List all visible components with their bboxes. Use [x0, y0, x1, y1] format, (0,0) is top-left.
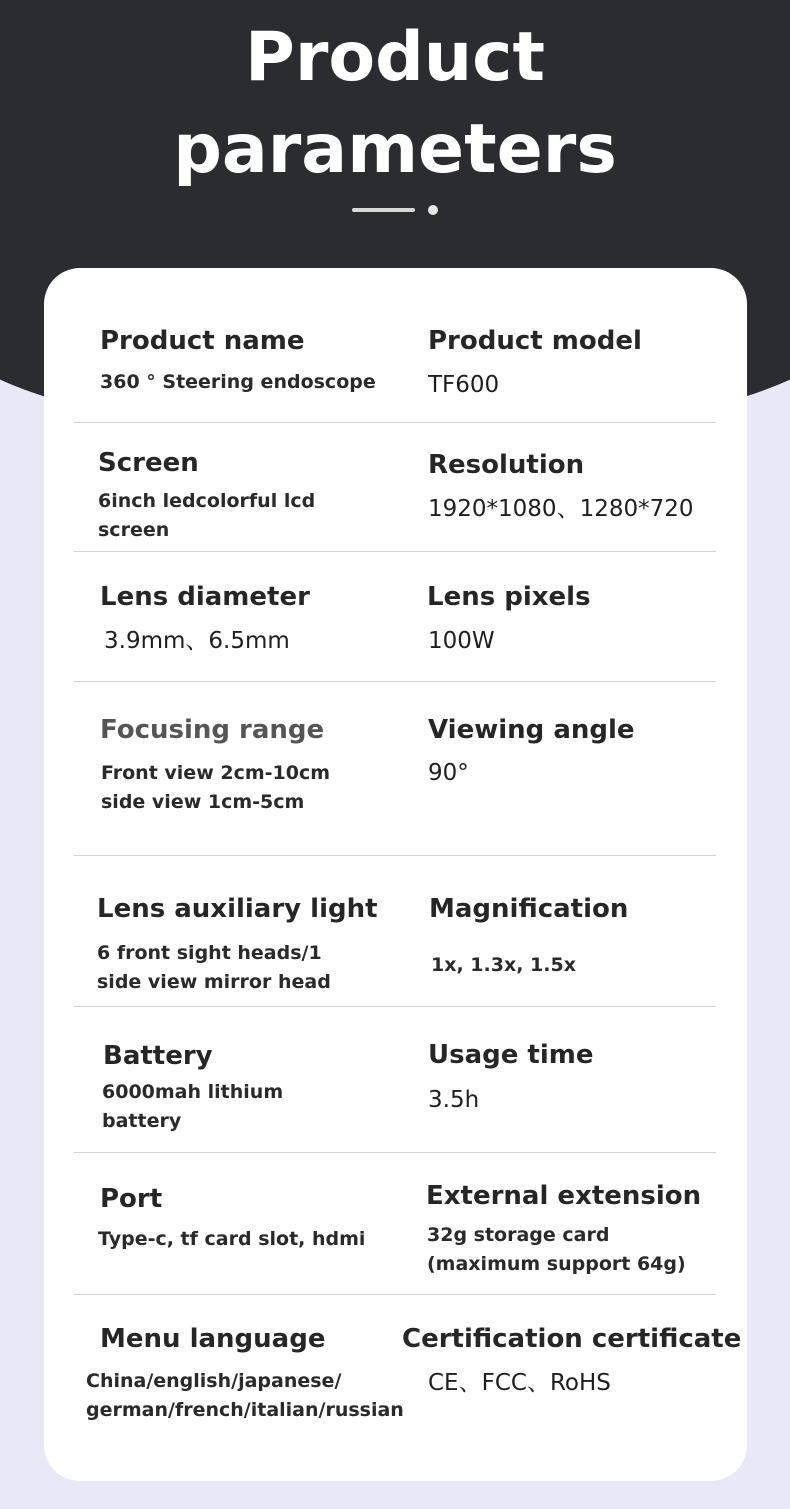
viewing-angle-value: 90°: [428, 760, 469, 786]
lens-pixels-label: Lens pixels: [427, 582, 591, 612]
external-extension-label: External extension: [426, 1181, 702, 1211]
menu-language-value-line1: China/english/japanese/: [86, 1370, 342, 1392]
product-model-label: Product model: [428, 326, 642, 356]
external-extension-value-line2: (maximum support 64g): [427, 1253, 686, 1275]
title-divider: [352, 205, 440, 215]
port-value: Type-c, tf card slot, hdmi: [98, 1228, 366, 1250]
divider-dot: [428, 205, 438, 215]
menu-language-label: Menu language: [100, 1324, 326, 1354]
page-title-line1: Product: [245, 18, 545, 97]
lens-auxiliary-light-label: Lens auxiliary light: [97, 894, 378, 924]
external-extension-value-line1: 32g storage card: [427, 1224, 610, 1246]
viewing-angle-label: Viewing angle: [428, 715, 635, 745]
battery-value-line2: battery: [102, 1110, 182, 1132]
divider-bar: [352, 208, 415, 212]
product-name-label: Product name: [100, 326, 305, 356]
focusing-range-label: Focusing range: [100, 715, 325, 745]
row-divider: [74, 422, 716, 423]
lens-diameter-label: Lens diameter: [100, 582, 310, 612]
magnification-label: Magnification: [429, 894, 629, 924]
usage-time-value: 3.5h: [428, 1087, 480, 1113]
row-divider: [74, 1294, 716, 1295]
row-divider: [74, 1152, 716, 1153]
certification-certificate-value: CE、FCC、RoHS: [428, 1370, 611, 1396]
port-label: Port: [100, 1184, 163, 1214]
certification-certificate-label: Certification certificate: [402, 1324, 742, 1354]
product-name-value: 360 ° Steering endoscope: [100, 371, 376, 393]
resolution-value: 1920*1080、1280*720: [428, 496, 694, 522]
row-divider: [74, 1006, 716, 1007]
menu-language-value-line2: german/french/italian/russian: [86, 1399, 404, 1421]
lens-auxiliary-light-value-line1: 6 front sight heads/1: [97, 942, 322, 964]
screen-label: Screen: [98, 448, 199, 478]
magnification-value: 1x, 1.3x, 1.5x: [431, 954, 576, 976]
battery-value-line1: 6000mah lithium: [102, 1081, 284, 1103]
row-divider: [74, 681, 716, 682]
product-model-value: TF600: [428, 372, 500, 398]
screen-value-line2: screen: [98, 519, 170, 541]
focusing-range-value-line2: side view 1cm-5cm: [101, 791, 305, 813]
focusing-range-value-line1: Front view 2cm-10cm: [101, 762, 331, 784]
lens-diameter-value: 3.9mm、6.5mm: [104, 628, 290, 654]
row-divider: [74, 551, 716, 552]
lens-pixels-value: 100W: [428, 628, 495, 654]
page-title-line2: parameters: [173, 110, 617, 189]
screen-value-line1: 6inch ledcolorful lcd: [98, 490, 316, 512]
usage-time-label: Usage time: [428, 1040, 594, 1070]
row-divider: [74, 855, 716, 856]
resolution-label: Resolution: [428, 450, 585, 480]
battery-label: Battery: [103, 1041, 213, 1071]
lens-auxiliary-light-value-line2: side view mirror head: [97, 971, 331, 993]
